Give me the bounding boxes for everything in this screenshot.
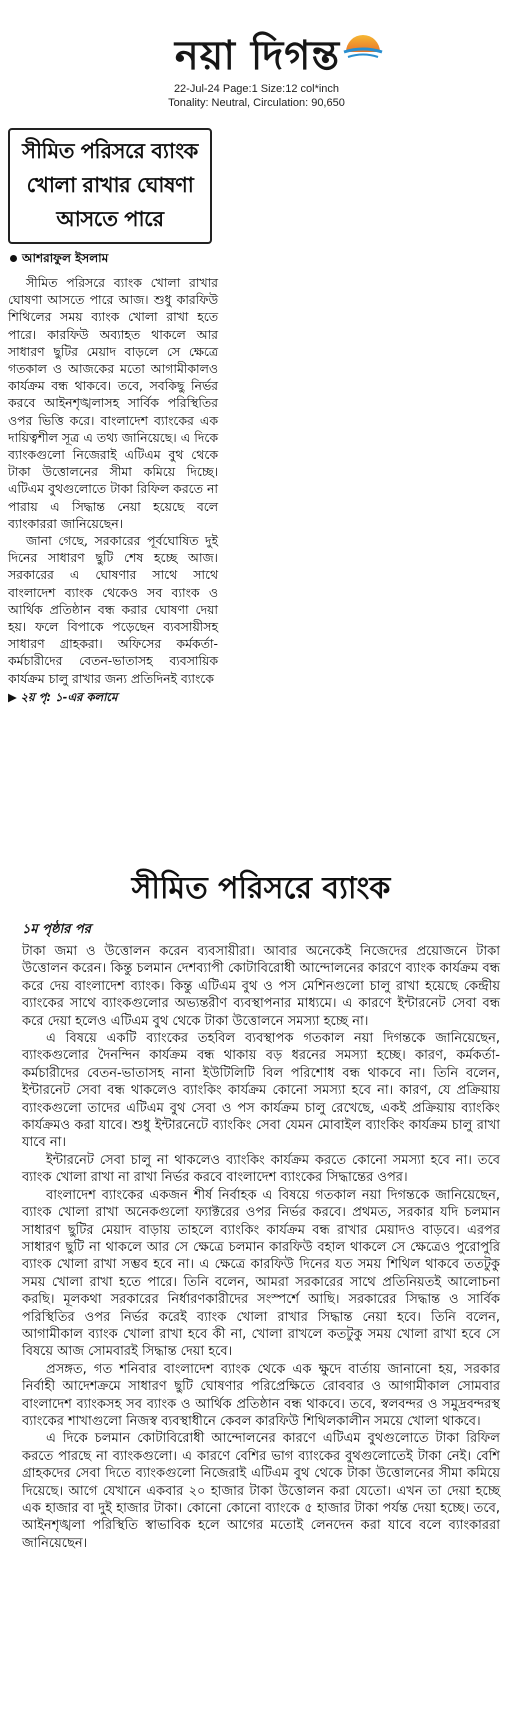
continuation-note: ▶ ২য় পৃ: ১-এর কলামে xyxy=(8,689,118,704)
paragraph: বাংলাদেশ ব্যাংকের একজন শীর্ষ নির্বাহক এ বিষয়ে গতকাল নয়া দিগন্তকে জানিয়েছেন, ব্যাংক খোলা রাখা অনেকগুলো ফ্যাক্টরের ওপর নির্ভর করবে। প্রথমত, সরকার যদি চলমান সাধারণ ছুটির মেয়াদ বাড়ায় তাহলে ব্যাংকিং কার্যক্রম বন্ধ রাখার মেয়াদও বাড়বে। এরপর সাধারণ ছুটি না থাকলে আর সে ক্ষেত্রে চলমান কারফিউ বহাল থাকলে সে ক্ষেত্রেও পুরোপুরি ব্যাংক খোলা রাখা সম্ভব হবে না। এ ক্ষেত্রে কারফিউ দিনের যত সময় শিথিল থাকবে ততটুকু সময় খোলা রাখা হতে পারে। তিনি বলেন, আমরা সরকারের সাথে প্রতিনিয়তই আলোচনা করছি। মূলকথা সরকারের নির্ধারণকারীদের সংস্পর্শে আছি। সরকারের সিদ্ধান্ত ও সার্বিক পরিস্থিতির ওপর নির্ভর করেই ব্যাংক খোলা রাখার সিদ্ধান্ত নেয়া হবে। তিনি বলেন, আগামীকাল ব্যাংক খোলা রাখা হবে কী না, খোলা রাখলে কতটুকু সময় খোলা রাখা হবে সে বিষয়ে আজ সোমবারই সিদ্ধান্ত দেয়া হবে। xyxy=(22,1187,500,1360)
article-body xyxy=(8,274,218,687)
paragraph: প্রসঙ্গত, গত শনিবার বাংলাদেশ ব্যাংক থেকে এক ক্ষুদে বার্তায় জানানো হয়, সরকার নির্বাহী আদেশক্রমে সাধারণ ছুটি ঘোষণার পরিপ্রেক্ষিতে রোববার ও আগামীকাল সোমবার বাংলাদেশ ব্যাংকসহ সব ব্যাংক ও আর্থিক প্রতিষ্ঠান বন্ধ থাকবে। তবে, স্বলবন্দর ও সমুদ্রবন্দরস্থ ব্যাংকের শাখাগুলো নিজস্ব ব্যবস্থাধীনে কেবল কারফিউ শিথিলকালীন সময়ে খোলা থাকবে। xyxy=(22,1361,500,1429)
continuation-article xyxy=(22,868,500,1552)
headline-line-2: খোলা রাখার ঘোষণা xyxy=(26,173,194,197)
paragraph: ইন্টারনেট সেবা চালু না থাকলেও ব্যাংকিং কার্যক্রম করতে কোনো সমস্যা হবে না। তবে ব্যাংক খোলা রাখা না রাখা নির্ভর করবে বাংলাদেশ ব্যাংকের সিদ্ধান্তের ওপর। xyxy=(22,1152,500,1186)
byline-name: আশরাফুল ইসলাম xyxy=(22,251,109,265)
headline-line-1: সীমিত পরিসরে ব্যাংক xyxy=(22,139,198,163)
meta-tonality: Tonality: Neutral, Circulation: 90,650 xyxy=(168,97,345,109)
first-page-label: ১ম পৃষ্ঠার পর xyxy=(22,922,91,937)
paragraph: সীমিত পরিসরে ব্যাংক খোলা রাখার ঘোষণা আসতে পারে আজ। শুধু কারফিউ শিথিলের সময় ব্যাংক খোলা রাখা হতে পারে। কারফিউ অব্যাহত থাকলে আর সাধারণ ছুটির মেয়াদ বাড়লে সে ক্ষেত্রে গতকাল ও আজকের মতো আগামীকালও কার্যক্রম বন্ধ থাকবে। তবে, সবকিছু নির্ভর করবে আইনশৃঙ্খলাসহ সার্বিক পরিস্থিতির ওপর ভিত্তি করে। বাংলাদেশ ব্যাংকের এক দায়িত্বশীল সূত্র এ তথ্য জানিয়েছে। এ দিকে ব্যাংকগুলো নিজেরাই এটিএম বুথ থেকে টাকা উত্তোলনের সীমা কমিয়ে দিচ্ছে। এটিএম বুথগুলোতে টাকা রিফিল করতে না পারায় এ সিদ্ধান্ত নেয়া হয়েছে বলে ব্যাংকাররা জানিয়েছেন। xyxy=(8,275,218,531)
continuation-text: ২য় পৃ: ১-এর কলামে xyxy=(20,689,118,704)
paragraph: টাকা জমা ও উত্তোলন করেন ব্যবসায়ীরা। আবার অনেকেই নিজেদের প্রয়োজনে টাকা উত্তোলন করেন। কিন্তু চলমান দেশব্যাপী কোটাবিরোধী আন্দোলনের কারণে ব্যাংক কার্যক্রম বন্ধ করে দেয় বাংলাদেশ ব্যাংক। কিন্তু এটিএম বুথ ও পস মেশিনগুলো চালু রাখা হয়েছে কেন্দ্রীয় ব্যাংকের সাথে ব্যাংকগুলোর অভ্যন্তরীণ ব্যবস্থাপনার মাধ্যমে। এ কারণে ইন্টারনেট সেবা বন্ধ করে দেয়া হলেও এটিএম বুথ থেকে টাকা উত্তোলনে সমস্যা হচ্ছে না। xyxy=(22,944,500,1029)
paragraph: জানা গেছে, সরকারের পূর্বঘোষিত দুই দিনের সাধারণ ছুটি শেষ হচ্ছে আজ। সরকারের এ ঘোষণার সাথে সাথে বাংলাদেশ ব্যাংক থেকেও সব ব্যাংক ও আর্থিক প্রতিষ্ঠান বন্ধ করার ঘোষণা দেয়া হয়। ফলে বিপাকে পড়েছেন ব্যবসায়ীসহ সাধারণ গ্রাহকরা। অফিসের কর্মকর্তা-কর্মচারীদের বেতন-ভাতাসহ ব্যবসায়িক কার্যক্রম চালু রাখার জন্য প্রতিদিনই ব্যাংকে xyxy=(8,533,218,686)
front-page-article xyxy=(8,128,218,708)
byline xyxy=(8,250,218,270)
headline-box xyxy=(8,128,212,244)
clipping-meta xyxy=(0,82,513,110)
logo-text: নয়া দিগন্ত xyxy=(174,33,341,79)
paragraph: এ বিষয়ে একটি ব্যাংকের তহবিল ব্যবস্থাপক গতকাল নয়া দিগন্তকে জানিয়েছেন, ব্যাংকগুলোর দৈনন্দিন কার্যক্রম বন্ধ থাকায় বড় ধরনের সমস্যা হচ্ছে। কারণ, কর্মকর্তা-কর্মচারীদের বেতন-ভাতাসহ নানা ইউটিলিটি বিল পরিশোধ বন্ধ থাকবে না। তিনি বলেন, ইন্টারনেট সেবা বন্ধ থাকলেও ব্যাংকিং কার্যক্রম কোনো সমস্যা হবে না। কারণ, যে প্রক্রিয়ায় ব্যাংকগুলো তাদের এটিএম বুথ সেবা ও পস কার্যক্রম চালু রেখেছে, একই প্রক্রিয়ায় ব্যাংকিং কার্যক্রমও করা যাবে। শুধু ইন্টারনেটে ব্যাংকিং সেবা যেমন মোবাইল ব্যাংকিং কার্যক্রম চালু রাখা যাবে না। xyxy=(22,1031,500,1151)
meta-date-size: 22-Jul-24 Page:1 Size:12 col*inch xyxy=(173,83,340,95)
paragraph: এ দিকে চলমান কোটাবিরোধী আন্দোলনের কারণে এটিএম বুথগুলোতে টাকা রিফিল করতে পারছে না ব্যাংকগুলো। এ কারণে বেশির ভাগ ব্যাংকের বুথগুলোতেই টাকা নেই। বেশি গ্রাহকদের সেবা দিতে ব্যাংকগুলো নিজেরাই এটিএম বুথ থেকে টাকা উত্তোলনের সীমা কমিয়ে দিয়েছে। আগে যেখানে একবার ২০ হাজার টাকা উত্তোলন করা যেতো। এখন তা দেয়া হচ্ছে এক হাজার বা দুই হাজার টাকা। কোনো কোনো ব্যাংকে ৫ হাজার টাকা পর্যন্ত দেয়া হচ্ছে। তবে, আইনশৃঙ্খলা পরিস্থিতি স্বাভাবিক হলে আগের মতোই লেনদেন করা যাবে বলে ব্যাংকাররা জানিয়েছেন। xyxy=(22,1431,500,1551)
masthead xyxy=(0,0,513,82)
continuation-headline: সীমিত পরিসরে ব্যাংক xyxy=(131,871,391,906)
newspaper-logo xyxy=(120,20,395,78)
continuation-body xyxy=(22,943,500,1552)
headline-line-3: আসতে পারে xyxy=(56,207,164,231)
bullet-icon xyxy=(10,255,17,262)
